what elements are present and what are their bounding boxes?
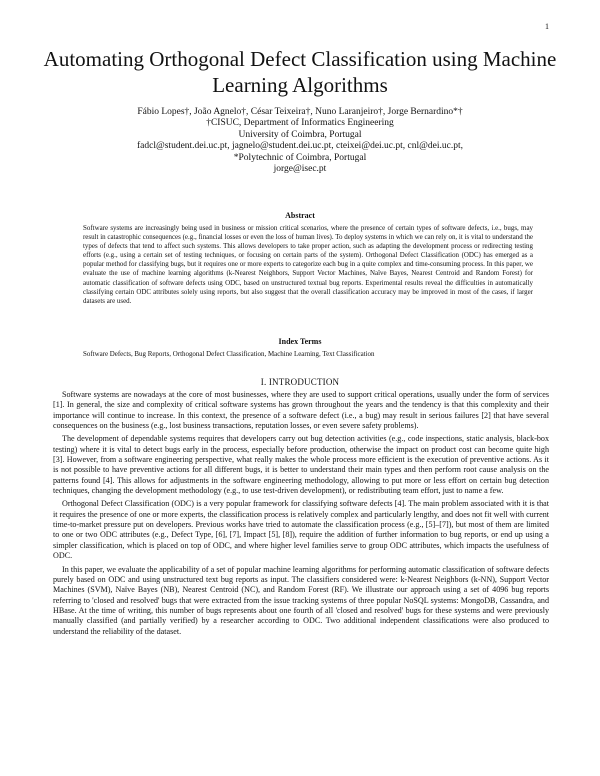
introduction-body xyxy=(53,390,549,640)
abstract-text: Software systems are increasingly being used in business or mission critical scenarios, where the presence of certain types of software defects, i.e., bugs, may result in catastrophic consequences (e.g., financial losses or even the loss of human lives). To deploy systems in which we can rely on, it is vital to understand the types of defects that tend to affect such systems. This allows developers to take proper action, such as adapting the development process or redirecting testing efforts (e.g., using a certain set of testing techniques, or focusing on certain parts of the system). Orthogonal Defect Classification (ODC) has emerged as a popular method for classifying bugs, but it requires one or more experts to categorize each bug in a quite complex and time-consuming process. In this paper, we evaluate the use of machine learning algorithms (k-Nearest Neighbors, Support Vector Machines, Naïve Bayes, Nearest Centroid and Random Forest) for automatic classification of software defects using ODC, based on unstructured textual bug reports. Experimental results reveal the difficulties in automatically classifying certain ODC attributes solely using reports, but also suggest that the overall classification accuracy may be improved in most of the cases, if larger datasets are used. xyxy=(83,224,533,305)
affiliation-university: University of Coimbra, Portugal xyxy=(238,129,362,140)
author-email-2: jorge@isec.pt xyxy=(273,164,327,175)
affiliation-cisuc: †CISUC, Department of Informatics Engineering xyxy=(206,118,394,129)
author-block xyxy=(40,107,560,175)
page-number: 1 xyxy=(545,22,549,31)
intro-paragraph-3: Orthogonal Defect Classification (ODC) is a very popular framework for classifying software defects [4]. The main problem associated with it is that it requires the presence of one or more experts, the classification process is relatively complex and particularly lengthy, and does not fit well with current time-to-market pressure put on developers. Previous works have tried to automate the classification process (e.g., [5]–[7]), but most of them are limited to one or two ODC attributes (e.g., Defect Type, [6], [7], Impact [5], [8]), require the addition of further information to bug reports, or end up using a simpler classification, which is placed on top of ODC, and where higher level families serve to group ODC attributes, which impacts the usefulness of ODC. xyxy=(53,499,549,561)
index-terms-heading: Index Terms xyxy=(278,337,322,346)
intro-paragraph-1: Software systems are nowadays at the core of most businesses, where they are used to support critical operations, usually under the form of services [1]. In general, the size and complexity of critical software systems has grown throughout the years and the tendency is that this complexity and their importance will continue to increase. In this context, the presence of a software defect (i.e., a bug) may result in serious failures [2] that have several consequences on the business (e.g., lost business transactions, reputation losses, or even severe safety problems). xyxy=(53,390,549,431)
affiliation-polytechnic: *Polytechnic of Coimbra, Portugal xyxy=(233,152,367,163)
abstract-heading: Abstract xyxy=(285,211,315,220)
author-emails: fadcl@student.dei.uc.pt, jagnelo@student.dei.uc.pt, cteixei@dei.uc.pt, cnl@dei.uc.pt, xyxy=(137,141,463,152)
index-terms-text: Software Defects, Bug Reports, Orthogonal Defect Classification, Machine Learning, Text Classification xyxy=(83,350,375,358)
paper-title: Automating Orthogonal Defect Classification using Machine Learning Algorithms xyxy=(43,47,557,97)
intro-paragraph-2: The development of dependable systems requires that developers carry out bug detection activities (e.g., code inspections, static analysis, black-box testing) where it is vital to detect bugs early in the process, especially before production, otherwise the impact on product cost can become quite high [3]. However, from a software engineering perspective, what really makes the whole process more efficient is the execution of preventive actions. As it is not possible to have preventive actions for all different bugs, it is better to understand their main types and then perform root cause analysis on the patterns found [4]. This allows for adjustments in the software engineering methodology, allowing to put more or less effort on certain bug detection techniques, changing the development methodology (e.g., to use test-driven development), or redistributing team effort, just to name a few. xyxy=(53,434,549,496)
introduction-heading: I. INTRODUCTION xyxy=(260,377,340,387)
intro-paragraph-4: In this paper, we evaluate the applicability of a set of popular machine learning algorithms for performing automatic classification of software defects purely based on ODC and using unstructured text bug reports as input. The classifiers considered were: k-Nearest Neighbors (k-NN), Support Vector Machines (SVM), Naïve Bayes (NB), Nearest Centroid (NC), and Random Forest (RF). We illustrate our approach using a set of 4096 bug reports referring to 'closed and resolved' bugs that were extracted from the issue tracking systems of three popular NoSQL systems: MongoDB, Cassandra, and HBase. At the time of writing, this number of bugs represents about one fourth of all 'closed and resolved' bugs for these systems and were previously manually classified (and partially verified) by a researcher according to ODC. Two additional independent classifications were also produced to understand the reliability of the dataset. xyxy=(53,564,549,636)
author-names: Fábio Lopes†, João Agnelo†, César Teixeira†, Nuno Laranjeiro†, Jorge Bernardino*† xyxy=(137,107,463,117)
